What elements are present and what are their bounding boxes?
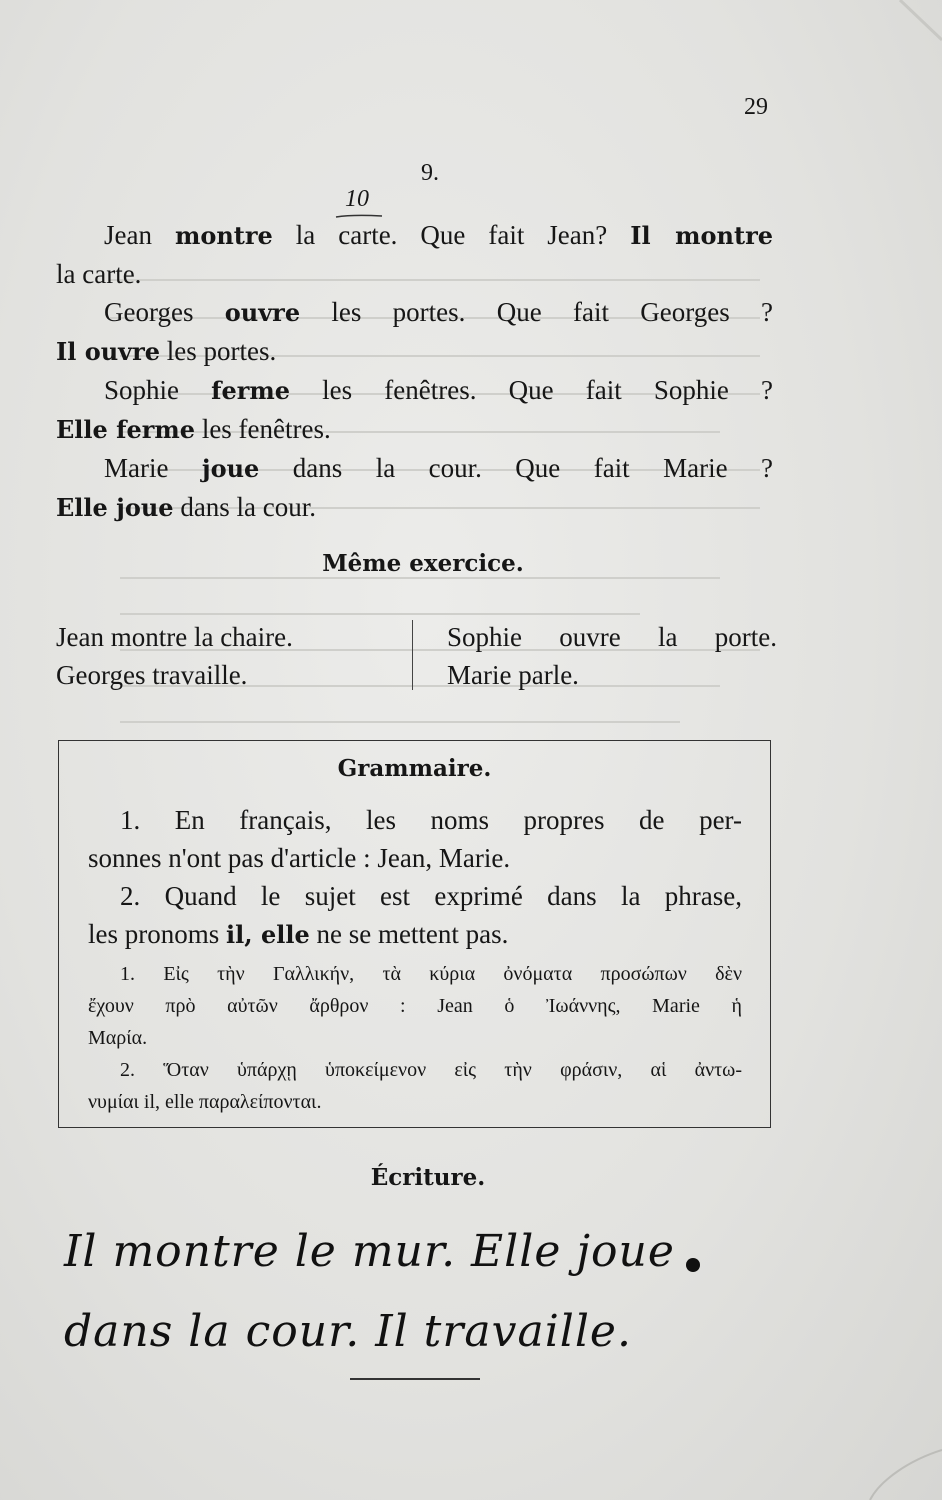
reading-text <box>56 216 773 527</box>
exercise-item: Jean montre la chaire. <box>56 622 293 652</box>
exercise-item: Marie parle. <box>447 660 579 690</box>
paragraph-georges <box>56 293 773 371</box>
text-run: les fenêtres. Que fait Sophie ? <box>290 375 773 405</box>
text-run: les portes. Que fait Georges ? <box>300 297 773 327</box>
column-divider <box>412 620 413 690</box>
grammar-rules <box>88 801 742 1118</box>
bold-verb: Elle ferme <box>56 415 196 444</box>
text-run: Marie <box>104 453 202 483</box>
exercise-title: Même exercice. <box>322 550 524 577</box>
greek-line: 2. Ὅταν ὑπάρχῃ ὑποκείμενον εἰς τὴν φράσιν, αἱ ἀντω- <box>120 1059 742 1081</box>
text-run: ne se mettent pas. <box>309 919 509 949</box>
exercise-left-column <box>56 618 396 694</box>
greek-line: Μαρία. <box>88 1027 148 1049</box>
bold-verb: ouvre <box>224 298 301 327</box>
handwritten-number: 10 <box>345 186 369 212</box>
rule-line: sonnes n'ont pas d'article : Jean, Marie. <box>88 843 511 873</box>
text-line <box>56 293 773 332</box>
exercise-item: Georges travaille. <box>56 660 248 690</box>
text-run: la carte. <box>56 259 142 289</box>
text-run: Georges <box>104 297 225 327</box>
text-run: dans la cour. Que fait Marie ? <box>259 453 774 483</box>
text-run: Jean <box>104 220 175 250</box>
bold-pronouns: il, elle <box>226 920 310 949</box>
greek-line: 1. Εἰς τὴν Γαλλικήν, τὰ κύρια ὀνόματα προσώπων δὲν <box>120 963 742 985</box>
rule-line <box>88 915 742 954</box>
text-line <box>56 449 773 488</box>
bold-verb: Elle joue <box>56 493 174 522</box>
end-rule <box>350 1378 480 1380</box>
paragraph-sophie <box>56 371 773 449</box>
greek-line: ἔχουν πρὸ αὐτῶν ἄρθρον : Jean ὁ Ἰωάννης, Marie ἡ <box>88 995 742 1017</box>
bold-verb: montre <box>174 221 273 250</box>
text-run: les portes. <box>160 336 277 366</box>
handwriting-line: Il montre le mur. Elle joue <box>64 1226 675 1277</box>
page-number: 29 <box>744 94 768 120</box>
grammar-box <box>58 740 771 1128</box>
paragraph-marie <box>56 449 773 527</box>
bold-verb: joue <box>201 454 260 483</box>
text-line <box>56 255 773 293</box>
bold-verb: ferme <box>211 376 291 405</box>
bold-verb: Il montre <box>630 221 773 250</box>
bold-verb: Il ouvre <box>56 337 161 366</box>
text-line <box>56 410 773 449</box>
rule-line: 2. Quand le sujet est exprimé dans la phrase, <box>120 881 742 911</box>
ink-blot-icon <box>686 1258 700 1272</box>
text-line <box>56 488 773 527</box>
greek-line: νυμίαι il, elle παραλείπονται. <box>88 1091 322 1113</box>
lesson-number: 9. <box>421 160 439 186</box>
paragraph-jean <box>56 216 773 293</box>
exercise-right-column <box>447 618 777 694</box>
text-run: la carte. Que fait Jean? <box>272 220 631 250</box>
text-line <box>56 332 773 371</box>
text-run: les pronoms <box>88 919 226 949</box>
text-line <box>56 371 773 410</box>
text-run: dans la cour. <box>173 492 317 522</box>
writing-title: Écriture. <box>370 1164 486 1191</box>
grammar-title: Grammaire. <box>337 755 492 782</box>
rule-line: 1. En français, les noms propres de per- <box>120 805 742 835</box>
exercise-item: Sophie ouvre la porte. <box>447 622 777 652</box>
text-run: Sophie <box>104 375 212 405</box>
handwriting-line: dans la cour. Il travaille. <box>64 1306 632 1357</box>
text-run: les fenêtres. <box>195 414 331 444</box>
text-line <box>56 216 773 255</box>
